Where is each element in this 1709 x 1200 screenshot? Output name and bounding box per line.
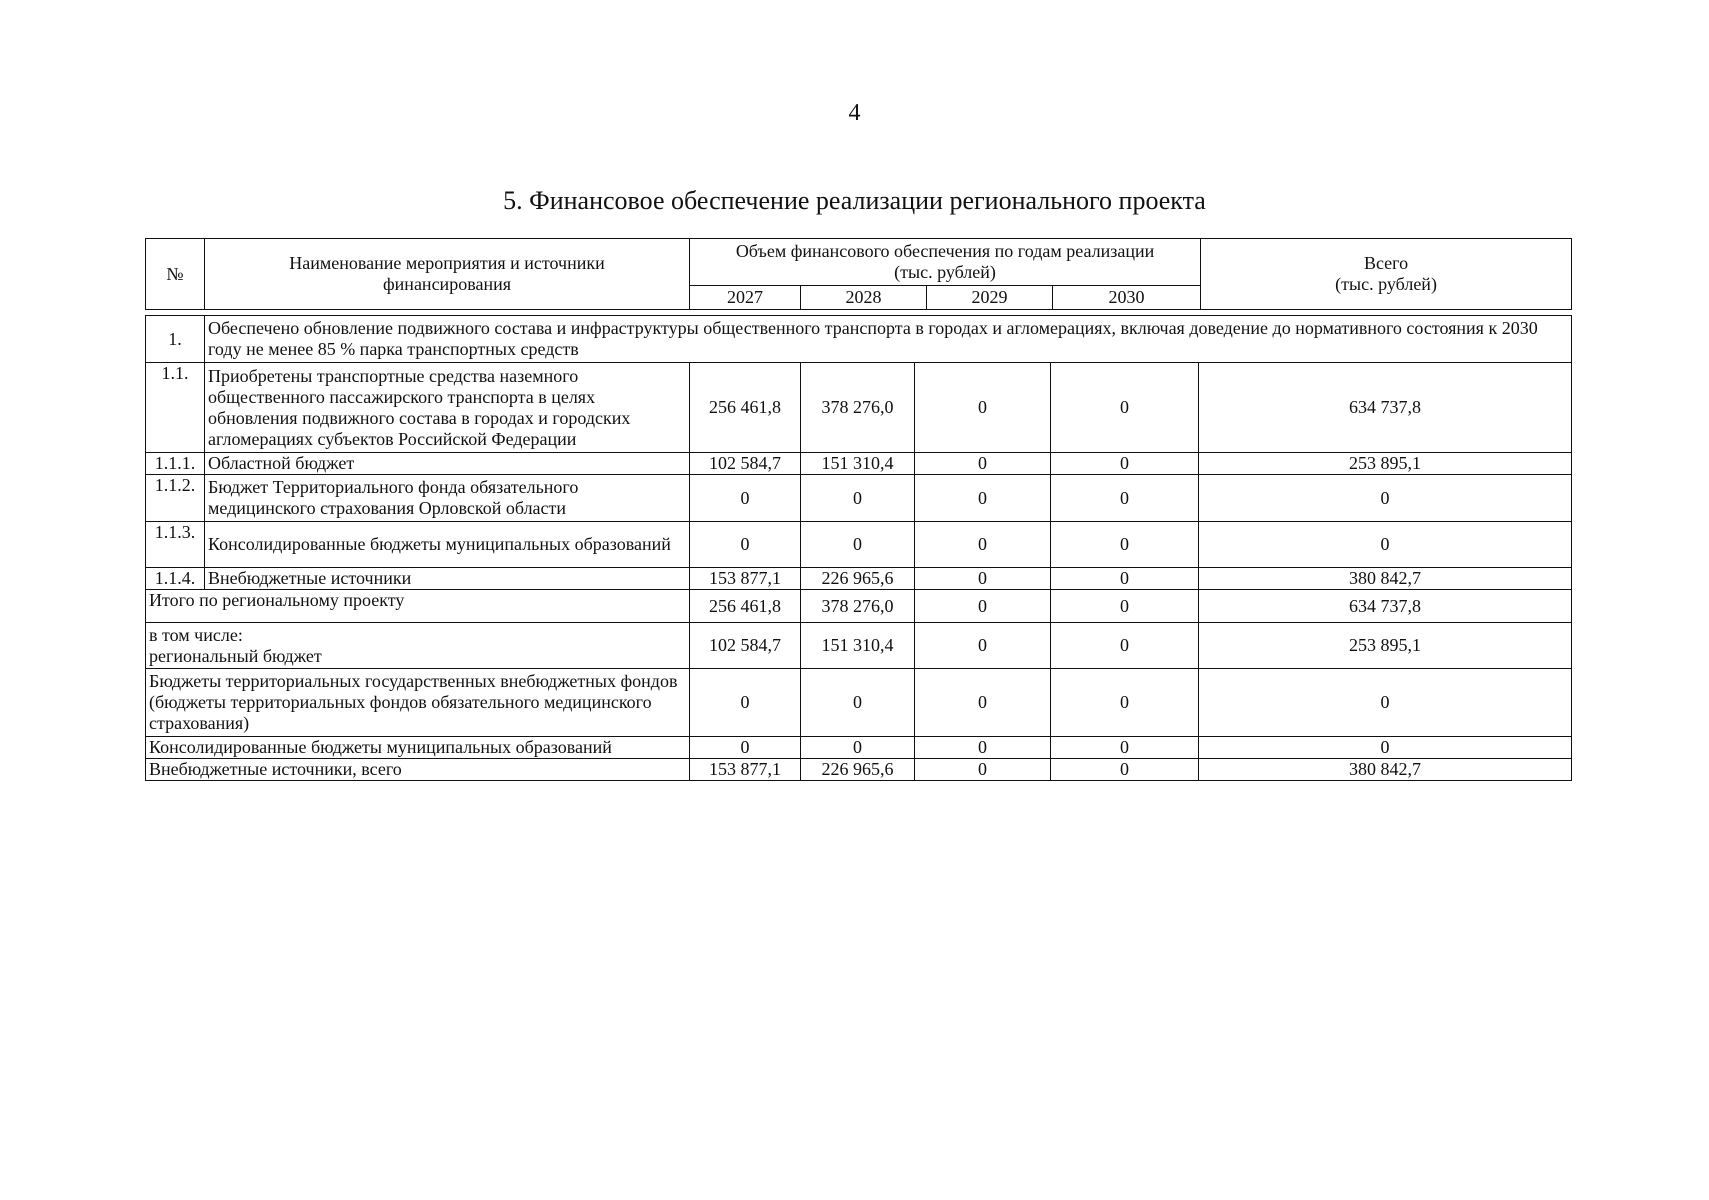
summary-value-2029: 0 — [915, 759, 1051, 781]
row-value-2029: 0 — [915, 522, 1051, 568]
summary-value-2029: 0 — [915, 590, 1051, 623]
row-number: 1.1.2. — [146, 475, 205, 522]
summary-name-line1: в том числе: — [149, 624, 243, 645]
summary-name — [146, 623, 690, 669]
table-row-summary-funds — [146, 669, 1572, 737]
row-value-2027: 256 461,8 — [690, 363, 801, 453]
header-year-2028: 2028 — [801, 286, 927, 310]
summary-value-2028: 378 276,0 — [801, 590, 915, 623]
row-value-2028: 0 — [801, 522, 915, 568]
row-value-2029: 0 — [915, 568, 1051, 590]
table-row-1-1-2 — [146, 475, 1572, 522]
summary-total: 380 842,7 — [1199, 759, 1572, 781]
header-volume-line2: (тыс. рублей) — [894, 262, 996, 282]
table-body — [145, 315, 1572, 781]
row-number: 1.1.4. — [146, 568, 205, 590]
row-value-2027: 0 — [690, 475, 801, 522]
row-number: 1.1.3. — [146, 522, 205, 568]
table-row-summary-municipal — [146, 737, 1572, 759]
summary-total: 634 737,8 — [1199, 590, 1572, 623]
row-value-2028: 378 276,0 — [801, 363, 915, 453]
row-number: 1. — [146, 316, 205, 363]
table-header — [145, 238, 1572, 310]
summary-value-2029: 0 — [915, 737, 1051, 759]
header-year-2029: 2029 — [927, 286, 1053, 310]
summary-value-2030: 0 — [1051, 669, 1199, 737]
summary-value-2029: 0 — [915, 669, 1051, 737]
summary-value-2028: 151 310,4 — [801, 623, 915, 669]
row-name: Внебюджетные источники — [205, 568, 690, 590]
summary-total: 253 895,1 — [1199, 623, 1572, 669]
row-total: 380 842,7 — [1199, 568, 1572, 590]
summary-name: Итого по региональному проекту — [146, 590, 690, 623]
row-value-2028: 226 965,6 — [801, 568, 915, 590]
summary-name: Консолидированные бюджеты муниципальных образований — [146, 737, 690, 759]
summary-value-2028: 0 — [801, 669, 915, 737]
row-name: Бюджет Территориального фонда обязательного медицинского страхования Орловской области — [205, 475, 690, 522]
header-year-2027: 2027 — [690, 286, 801, 310]
header-total-line2: (тыс. рублей) — [1335, 274, 1437, 294]
row-value-2029: 0 — [915, 475, 1051, 522]
row-name: Областной бюджет — [205, 453, 690, 475]
row-value-2030: 0 — [1051, 475, 1199, 522]
summary-value-2029: 0 — [915, 623, 1051, 669]
table-row-summary-total — [146, 590, 1572, 623]
table-row-summary-extrabudget — [146, 759, 1572, 781]
section-text: Обеспечено обновление подвижного состава и инфраструктуры общественного транспорта в городах и агломерациях, включая доведение до нормативного состояния к 2030 году не менее 85 % парка транспортных средств — [205, 316, 1572, 363]
row-value-2028: 0 — [801, 475, 915, 522]
header-name-line1: Наименование мероприятия и источники — [289, 253, 605, 273]
header-volume-line1: Объем финансового обеспечения по годам реализации — [735, 241, 1155, 261]
table-row-1-1 — [146, 363, 1572, 453]
row-name: Консолидированные бюджеты муниципальных образований — [205, 522, 690, 568]
header-name — [205, 239, 690, 310]
row-value-2028: 151 310,4 — [801, 453, 915, 475]
row-value-2027: 102 584,7 — [690, 453, 801, 475]
summary-value-2028: 0 — [801, 737, 915, 759]
row-total: 0 — [1199, 475, 1572, 522]
document-title: 5. Финансовое обеспечение реализации регионального проекта — [503, 186, 1206, 215]
header-name-line2: финансирования — [383, 274, 511, 294]
row-value-2029: 0 — [915, 363, 1051, 453]
summary-value-2027: 153 877,1 — [690, 759, 801, 781]
row-value-2027: 153 877,1 — [690, 568, 801, 590]
table-row-1-1-3 — [146, 522, 1572, 568]
row-value-2029: 0 — [915, 453, 1051, 475]
summary-value-2028: 226 965,6 — [801, 759, 915, 781]
header-total-line1: Всего — [1363, 253, 1409, 273]
summary-value-2030: 0 — [1051, 623, 1199, 669]
header-number: № — [146, 239, 205, 310]
summary-value-2030: 0 — [1051, 759, 1199, 781]
summary-name-line2: региональный бюджет — [149, 645, 322, 666]
row-total: 253 895,1 — [1199, 453, 1572, 475]
summary-value-2030: 0 — [1051, 737, 1199, 759]
row-name: Приобретены транспортные средства наземного общественного пассажирского транспорта в целях обновления подвижного состава в городах и городских агломерациях субъектов Российской Федерации — [205, 363, 690, 453]
summary-value-2027: 0 — [690, 669, 801, 737]
table-row-summary-regional — [146, 623, 1572, 669]
table-row-section-1 — [146, 316, 1572, 363]
row-total: 0 — [1199, 522, 1572, 568]
summary-value-2027: 102 584,7 — [690, 623, 801, 669]
header-year-2030: 2030 — [1053, 286, 1201, 310]
summary-value-2030: 0 — [1051, 590, 1199, 623]
summary-name — [146, 669, 690, 737]
row-value-2030: 0 — [1051, 568, 1199, 590]
table-row-1-1-4 — [146, 568, 1572, 590]
header-volume — [690, 239, 1201, 286]
summary-total: 0 — [1199, 737, 1572, 759]
page-number: 4 — [848, 100, 861, 126]
summary-total: 0 — [1199, 669, 1572, 737]
row-value-2030: 0 — [1051, 522, 1199, 568]
row-value-2030: 0 — [1051, 453, 1199, 475]
row-value-2027: 0 — [690, 522, 801, 568]
header-total — [1201, 239, 1572, 310]
summary-value-2027: 0 — [690, 737, 801, 759]
row-number: 1.1. — [146, 363, 205, 453]
row-total: 634 737,8 — [1199, 363, 1572, 453]
summary-name: Внебюджетные источники, всего — [146, 759, 690, 781]
row-value-2030: 0 — [1051, 363, 1199, 453]
summary-name-text: Бюджеты территориальных государственных внебюджетных фондов (бюджеты территориальных фондов обязательного медицинского страхования) — [149, 671, 678, 733]
row-number: 1.1.1. — [146, 453, 205, 475]
summary-value-2027: 256 461,8 — [690, 590, 801, 623]
table-row-1-1-1 — [146, 453, 1572, 475]
